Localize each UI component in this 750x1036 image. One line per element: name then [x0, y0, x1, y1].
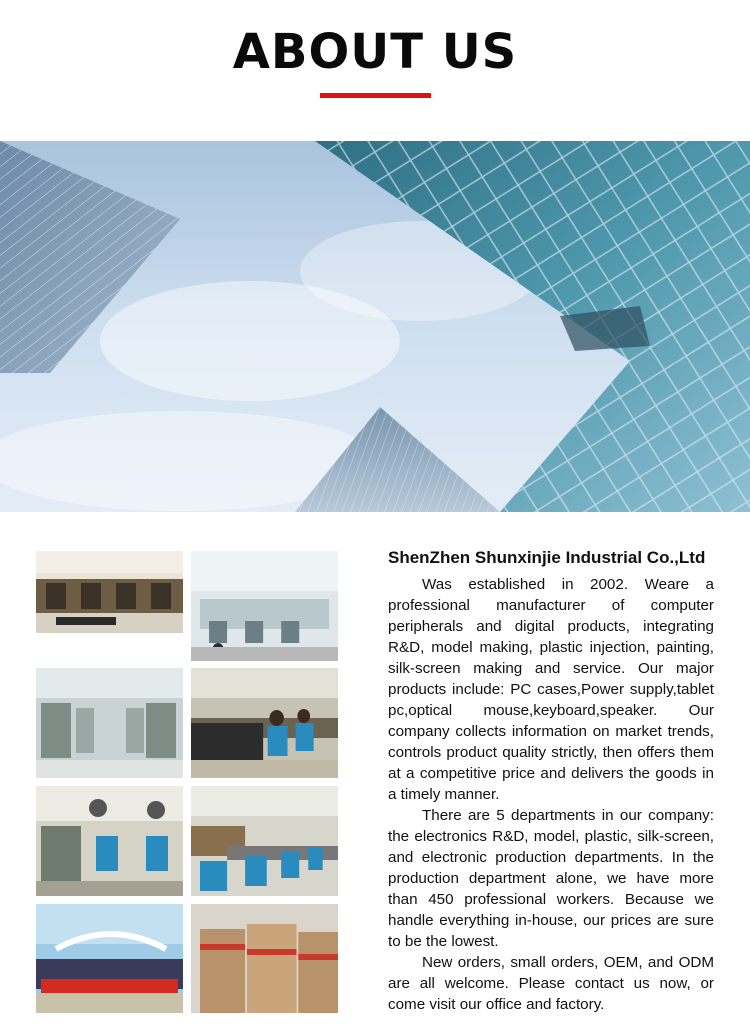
page-title: ABOUT US: [232, 24, 518, 80]
assembly-line-photo: [191, 668, 338, 778]
factory-machines-icon: [36, 668, 183, 778]
team-group-photo: [36, 904, 183, 1013]
production-line-icon: [191, 786, 338, 896]
office-workspace-photo: [191, 551, 338, 661]
photo-gallery: [36, 551, 354, 1013]
about-paragraph-1: Was established in 2002. Weare a professional manufacturer of computer peripherals and digital products, integrating R&D, model making, plastic injection, painting, silk-screen making and service. Our major products include: PC cases,Power supply,tablet pc,optical mouse,keyboard,speaker. Our company collects information on market trends, controls product quality strictly, then offers them at a competitive price and delivers the goods in a timely manner.: [388, 576, 714, 803]
about-text: [388, 546, 714, 1015]
about-paragraph-2: There are 5 departments in our company: the electronics R&D, model, plastic, silk-screen, and electronic production departments. In the production department alone, we have more than 450 professional workers. Because we handle everything in-house, our prices are sure to be the lowest.: [388, 807, 714, 950]
about-paragraph-3: New orders, small orders, OEM, and ODM are all welcome. Please contact us now, or come visit our office and factory.: [388, 954, 714, 1013]
warehouse-boxes-icon: [191, 904, 338, 1013]
factory-machines-photo: [36, 668, 183, 778]
office-workspace-icon: [191, 551, 338, 661]
skyscraper-icon: [0, 141, 750, 512]
company-name: ShenZhen Shunxinjie Industrial Co.,Ltd: [388, 548, 706, 567]
team-group-icon: [36, 904, 183, 1013]
office-lobby-icon: [36, 551, 183, 633]
title-underline: [320, 93, 431, 98]
workshop-fans-photo: [36, 786, 183, 896]
warehouse-boxes-photo: [191, 904, 338, 1013]
workshop-fans-icon: [36, 786, 183, 896]
production-line-photo: [191, 786, 338, 896]
assembly-line-icon: [191, 668, 338, 778]
office-lobby-photo: [36, 551, 183, 633]
hero-image: [0, 141, 750, 512]
